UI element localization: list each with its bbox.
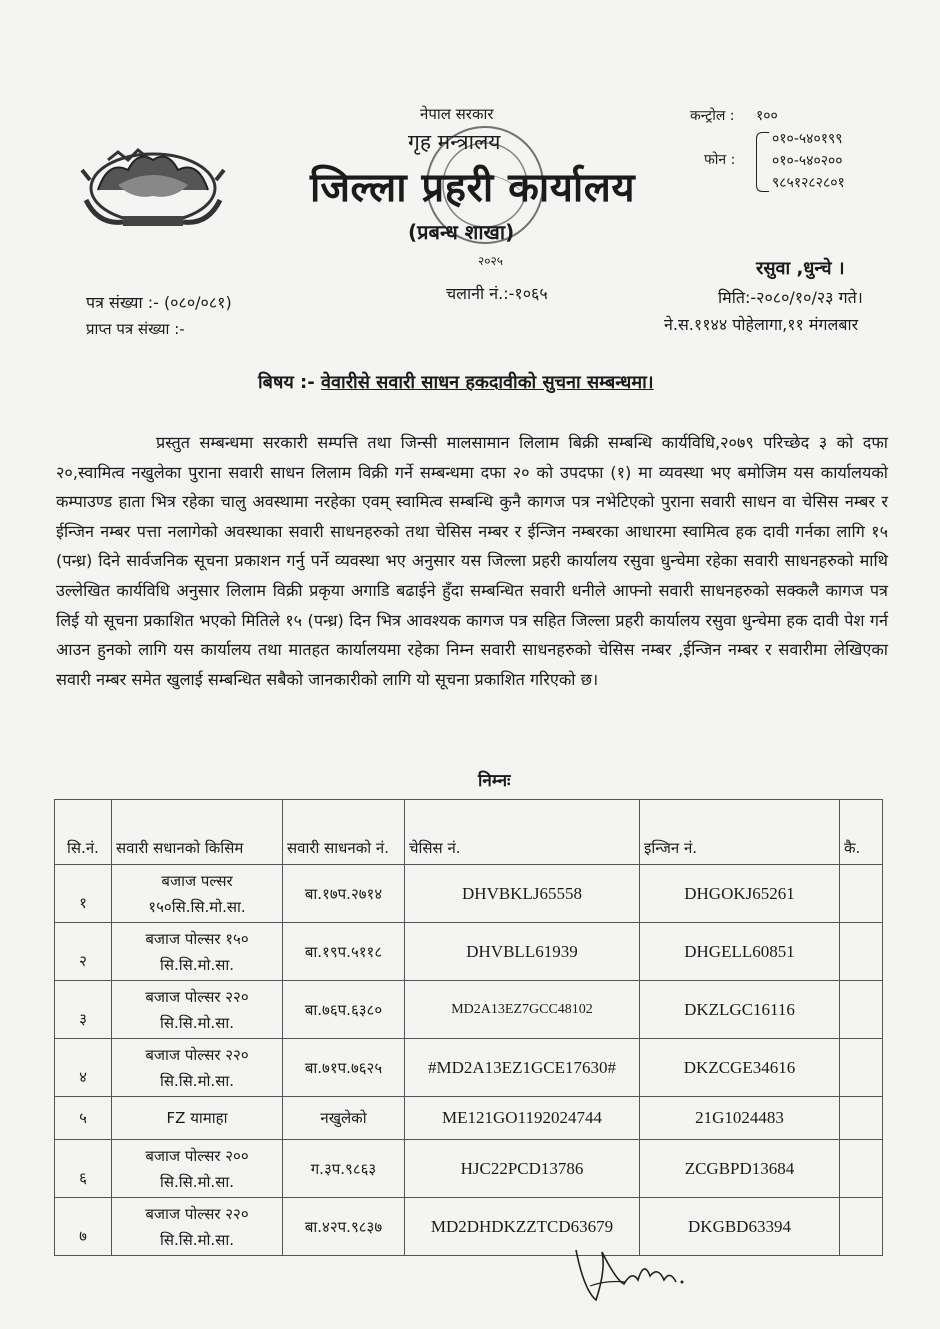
phone-number: ०१०-५४०१९९: [772, 131, 843, 147]
header-kind: सवारी सधानको किसिम: [112, 800, 283, 865]
vehicle-table: [54, 799, 883, 1256]
row-chassis: DHVBLL61939: [405, 923, 640, 981]
nepal-sambat-date: ने.स.११४४ पोहेलागा,११ मंगलबार: [664, 315, 859, 334]
row-vehicle-no: ग.३प.९८६३: [283, 1140, 405, 1198]
letter-date: मिति:-२०८०/१०/२३ गते।: [718, 288, 863, 307]
notice-body: प्रस्तुत सम्बन्धमा सरकारी सम्पत्ति तथा जिन्सी मालसामान लिलाम बिक्री सम्बन्धि कार्यविधि,२०७९ परिच्छेद ३ को दफा २०,स्वामित्व नखुलेका पुराना सवारी साधन लिलाम विक्री गर्ने सम्बन्धमा दफा २० को उपदफा (१) मा व्यवस्था भए बमोजिम यस कार्यालयको कम्पाउण्ड हाता भित्र रहेका चालु अवस्थामा नरहेका एवम् स्वामित्व सम्बन्धि कुनै कागज पत्र नभेटिएको पुराना सवारी साधन वा चेसिस नम्बर र ईन्जिन नम्बर पत्ता नलागेको अवस्थाका सवारी साधनहरुको तथा चेसिस नम्बर र ईन्जिन नम्बरका आधारमा स्वामित्व हक दावी गर्नका लागि १५ (पन्ध्र) दिने सार्वजनिक सूचना प्रकाशन गर्नु पर्ने व्यवस्था भए अनुसार यस जिल्ला प्रहरी कार्यालय रसुवा धुन्चेमा रहेका सवारी साधनहरुको माथि उल्लेखित कार्यविधि अनुसार लिलाम विक्री प्रकृया अगाडि बढाईने हुँदा सम्बन्धित सवारी धनीले आफ्नो सवारी साधनहरुको सक्कलै कागज पत्र लिई यो सूचना प्रकाशित भएको मितिले १५ (पन्ध्र) दिन भित्र आवश्यक कागज पत्र सहित जिल्ला प्रहरी कार्यालय रसुवा धुन्चेमा हक दावी पेश गर्न आउन हुनको लागि यस कार्यालय तथा मातहत कार्यालयमा रहेका निम्न सवारी साधनहरुको चेसिस नम्बर ,ईन्जिन नम्बर र सवारीमा लेखिएका सवारी नम्बर समेत खुलाई सम्बन्धित सबैको जानकारीको लागि यो सूचना प्रकाशित गरिएको छ।: [56, 433, 888, 689]
row-kind: सि.सि.मो.सा.: [159, 1230, 234, 1249]
row-engine: 21G1024483: [640, 1097, 840, 1140]
row-sn: ४: [79, 1067, 87, 1086]
table-header-row: [55, 800, 883, 865]
list-heading: निम्नः: [478, 771, 511, 791]
subject-text: वेवारीसे सवारी साधन हकदावीको सुचना सम्बन्धमा।: [321, 372, 654, 393]
row-chassis: HJC22PCD13786: [405, 1140, 640, 1198]
row-sn: २: [79, 951, 87, 970]
header-sn: सि.नं.: [55, 800, 112, 865]
header-engine: इन्जिन नं.: [640, 800, 840, 865]
row-sn: ३: [79, 1009, 87, 1028]
row-remarks: [840, 1039, 883, 1097]
row-engine: ZCGBPD13684: [640, 1140, 840, 1198]
header-remarks: कै.: [840, 800, 883, 865]
row-kind: सि.सि.मो.सा.: [159, 1071, 234, 1090]
row-vehicle-no: बा.१९प.५११८: [283, 923, 405, 981]
phone-list: [772, 128, 845, 194]
office-title: जिल्ला प्रहरी कार्यालय: [310, 165, 636, 211]
row-vehicle-no: बा.४२प.९८३७: [283, 1198, 405, 1256]
row-chassis: MD2DHDKZZTCD63679: [405, 1198, 640, 1256]
control-value: १००: [756, 108, 778, 124]
header-chassis: चेसिस नं.: [405, 800, 640, 865]
location: रसुवा ,धुन्चे ।: [756, 258, 845, 279]
dispatch-number: चलानी नं.:-१०६५: [446, 284, 548, 303]
table-row: [55, 1198, 883, 1256]
nepal-emblem-icon: [78, 130, 228, 235]
row-kind: बजाज पोल्सर २२०: [145, 1045, 249, 1064]
row-remarks: [840, 923, 883, 981]
row-kind: सि.सि.मो.सा.: [159, 1013, 234, 1032]
row-remarks: [840, 1198, 883, 1256]
table-row: [55, 981, 883, 1039]
letter-number: पत्र संख्या :- (०८०/०८१): [86, 293, 232, 312]
row-engine: DKGBD63394: [640, 1198, 840, 1256]
table-row: [55, 865, 883, 923]
control-label: कन्ट्रोल :: [690, 108, 735, 124]
ministry-name: गृह मन्त्रालय: [408, 130, 501, 154]
row-vehicle-no: बा.७१प.७६२५: [283, 1039, 405, 1097]
table-row: [55, 1097, 883, 1140]
row-chassis: MD2A13EZ7GCC48102: [405, 981, 640, 1039]
subject-line: [258, 370, 654, 394]
row-sn: ५: [55, 1097, 112, 1140]
row-vehicle-no: नखुलेको: [283, 1097, 405, 1140]
row-chassis: ME121GO1192024744: [405, 1097, 640, 1140]
row-remarks: [840, 1097, 883, 1140]
row-sn: १: [79, 893, 87, 912]
phone-label: फोन :: [704, 152, 736, 168]
row-kind: बजाज पोल्सर २२०: [145, 1204, 249, 1223]
row-kind: बजाज पोल्सर १५०: [145, 929, 249, 948]
row-remarks: [840, 865, 883, 923]
row-kind: बजाज पोल्सर २२०: [145, 987, 249, 1006]
row-chassis: #MD2A13EZ1GCE17630#: [405, 1039, 640, 1097]
row-kind: FZ यामाहा: [112, 1097, 283, 1140]
row-engine: DKZCGE34616: [640, 1039, 840, 1097]
row-kind: बजाज पोल्सर २००: [145, 1146, 249, 1165]
seal-year: २०२५: [478, 254, 503, 268]
row-chassis: DHVBKLJ65558: [405, 865, 640, 923]
header-vehicle-no: सवारी साधनको नं.: [283, 800, 405, 865]
row-remarks: [840, 981, 883, 1039]
government-name: नेपाल सरकार: [420, 105, 494, 123]
row-engine: DKZLGC16116: [640, 981, 840, 1039]
row-kind: १५०सि.सि.मो.सा.: [148, 897, 246, 916]
row-remarks: [840, 1140, 883, 1198]
table-row: [55, 1039, 883, 1097]
row-kind: बजाज पल्सर: [161, 871, 233, 890]
received-letter-number: प्राप्त पत्र संख्या :-: [86, 320, 185, 338]
row-sn: ६: [79, 1168, 87, 1187]
phone-number: ०१०-५४०२००: [772, 153, 843, 169]
row-engine: DHGOKJ65261: [640, 865, 840, 923]
row-kind: सि.सि.मो.सा.: [159, 955, 234, 974]
row-engine: DHGELL60851: [640, 923, 840, 981]
row-vehicle-no: बा.७६प.६३८०: [283, 981, 405, 1039]
phone-brace: [756, 132, 769, 192]
table-row: [55, 923, 883, 981]
section-name: (प्रबन्ध शाखा): [408, 220, 515, 244]
row-sn: ७: [79, 1226, 87, 1245]
subject-label: बिषय :-: [258, 372, 315, 393]
signature-icon: [566, 1240, 696, 1310]
row-kind: सि.सि.मो.सा.: [159, 1172, 234, 1191]
row-vehicle-no: बा.१७प.२७१४: [283, 865, 405, 923]
phone-number: ९८५१२८२८०१: [772, 175, 845, 191]
table-row: [55, 1140, 883, 1198]
